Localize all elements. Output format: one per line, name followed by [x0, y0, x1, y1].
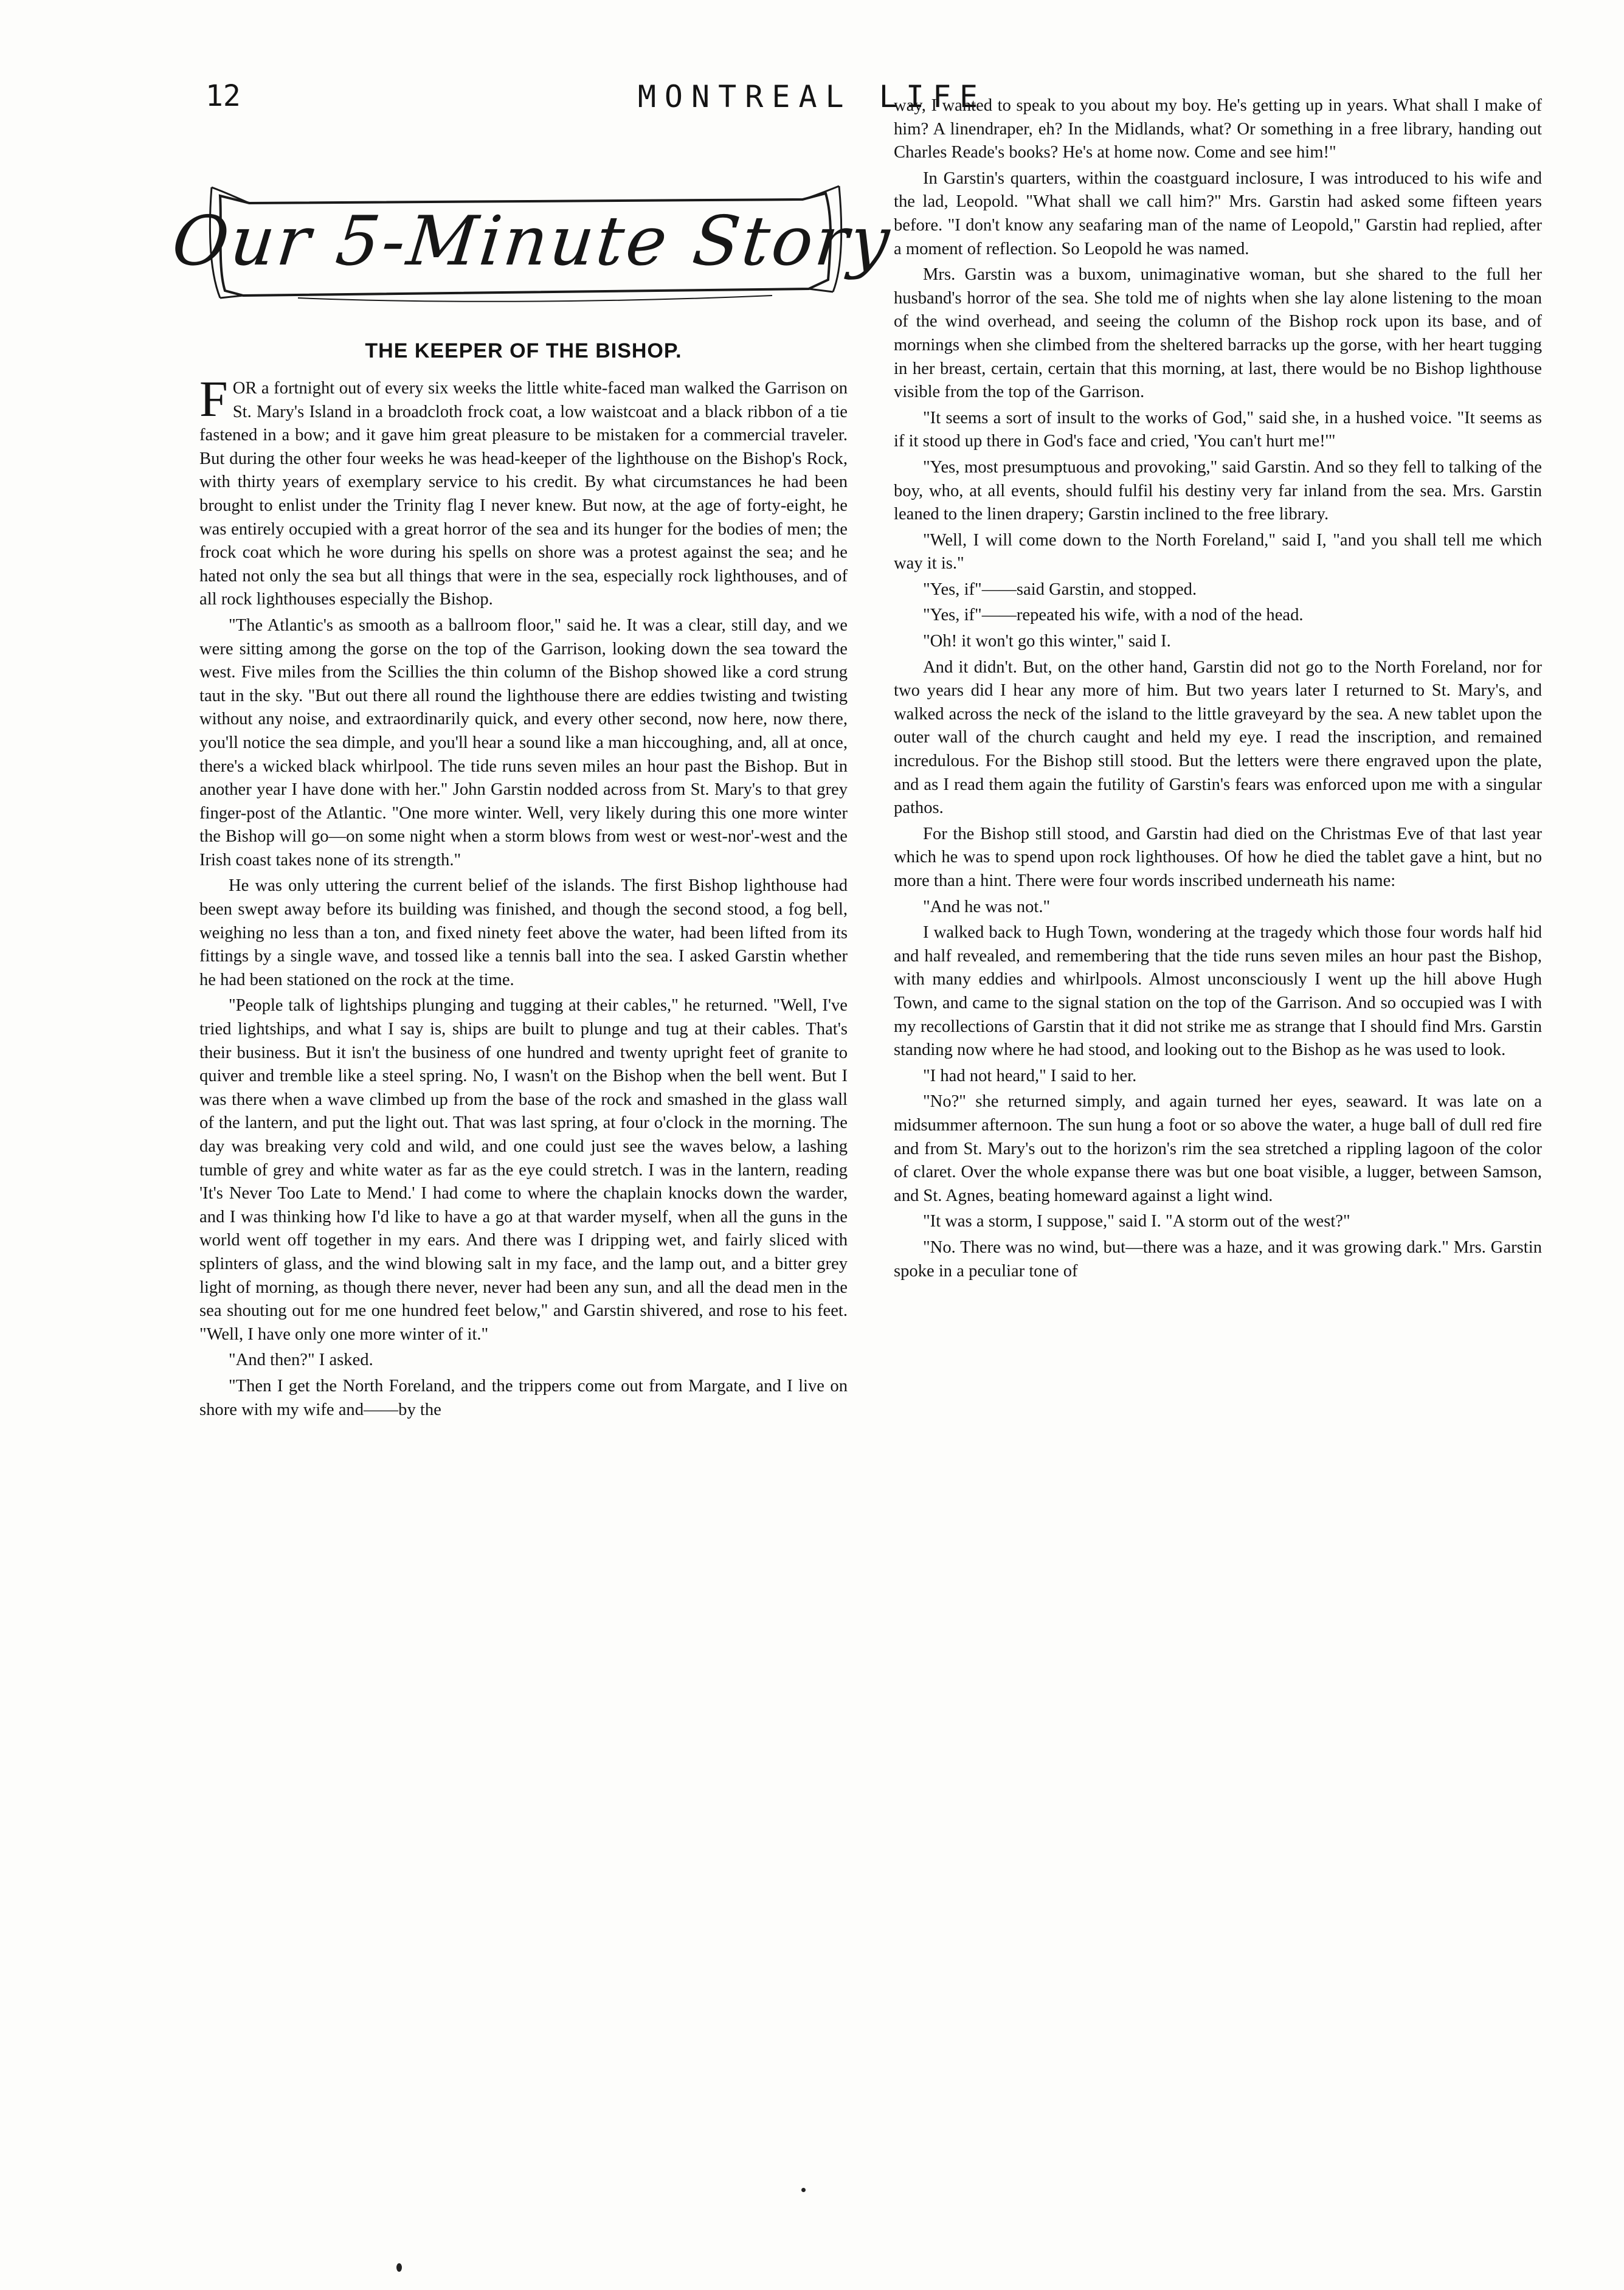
running-head: MONTREAL LIFE — [637, 79, 987, 114]
paragraph: In Garstin's quarters, within the coastguard inclosure, I was introduced to his wife and the lad, Leopold. "What shall we call him?" Mrs. Garstin had asked some fifteen years before. "I don't know any seafaring man of the name of Leopold," Garstin had replied, after a moment of reflection. So Leopold he was named. — [894, 168, 1542, 258]
right-column — [894, 94, 1542, 1285]
story-title: THE KEEPER OF THE BISHOP. — [365, 339, 682, 362]
page-number: 12 — [206, 79, 241, 113]
paragraph: Mrs. Garstin was a buxom, unimaginative woman, but she shared to the full her husband's horror of the sea. She told me of nights when she lay alone listening to the moan of the wind overhead, and seeing the column of the Bishop rock upon its base, and of mornings when she climbed from the sheltered barracks up the gorse, with her heart tugging in her breast, certain, certain that this morning, at last, there would be no Bishop lighthouse visible from the top of the Garrison. — [894, 265, 1542, 402]
paragraph: "I had not heard," I said to her. — [923, 1066, 1137, 1085]
paragraph: "Then I get the North Foreland, and the trippers come out from Margate, and I live on shore with my wife and——by the — [199, 1376, 848, 1419]
paragraph: And it didn't. But, on the other hand, Garstin did not go to the North Foreland, nor for two years did I hear any more of him. But two years later I returned to St. Mary's, and walked across the neck of the island to the little graveyard by the sea. A new tablet upon the outer wall of the church caught and held my eye. I read the inscription, and remained incredulous. For the Bishop still stood. But the letters were there engraved upon the plate, and as I read them again the futility of Garstin's fears was enforced upon me with a singular pathos. — [894, 657, 1542, 818]
print-speck — [396, 2263, 402, 2272]
paragraph: way, I wanted to speak to you about my boy. He's getting up in years. What shall I make of him? A linendraper, eh? In the Midlands, what? Or something in a free library, handing out Charles Reade's books? He's at home now. Come and see him!" — [894, 96, 1542, 162]
paragraph: "Oh! it won't go this winter," said I. — [923, 632, 1171, 651]
paragraph: "Yes, if"——repeated his wife, with a nod of the head. — [923, 606, 1304, 625]
print-speck — [801, 2188, 806, 2192]
paragraph: "It seems a sort of insult to the works of God," said she, in a hushed voice. "It seems as if it stood up there in God's face and cried, 'You can't hurt me!'" — [894, 408, 1542, 451]
paragraph: "Well, I will come down to the North Foreland," said I, "and you shall tell me which way it is." — [894, 530, 1542, 573]
paragraph: "People talk of lightships plunging and tugging at their cables," he returned. "Well, I've tried lightships, and what I say is, ships are built to plunge and tug at their cables. That's their business. But it isn't the business of one hundred and twenty upright feet of granite to quiver and tremble like a steel spring. No, I wasn't on the Bishop when the bell went. But I was there when a wave climbed up from the base of the rock and smashed in the glass wall of the lantern, and put the light out. That was last spring, at four o'clock in the morning. The day was breaking very cold and wild, and one could just see the waves below, a lashing tumble of grey and white water as far as the eye could stretch. I was in the lantern, reading 'It's Never Too Late to Mend.' I had come to where the chaplain knocks down the warder, and I was thinking how I'd like to have a go at that warder myself, when all the guns in the world went off together in my ears. And there was I dripping wet, and fairly sliced with splinters of glass, and the wind blowing salt in my face, and the lamp out, and a bitter grey light of morning, as though there never, never had been any sun, and all the dead men in the sea shouting out for me one hundred feet below," and Garstin shivered, and rose to his feet. "Well, I have only one more winter of it." — [199, 996, 848, 1344]
drop-cap: F — [199, 371, 228, 427]
left-column — [199, 371, 848, 1424]
paragraph: "Yes, if"——said Garstin, and stopped. — [923, 579, 1197, 599]
paragraph: "And then?" I asked. — [229, 1351, 373, 1370]
paragraph: "It was a storm, I suppose," said I. "A storm out of the west?" — [923, 1212, 1350, 1231]
paragraph: FOR a fortnight out of every six weeks the little white-faced man walked the Garrison on St. Mary's Island in a broadcloth frock coat, a low waistcoat and a black ribbon of a tie fastened in a bow; and it gave him great pleasure to be mistaken for a commercial traveler. But during the other four weeks he was head-keeper of the lighthouse on the Bishop's Rock, with thirty years of exemplary service to his credit. By what circumstances he had been brought to enlist under the Trinity flag I never knew. But now, at the age of forty-eight, he was entirely occupied with a great horror of the sea and its hunger for the bodies of men; the frock coat which he wore during his spells on shore was a protest against the sea; and he hated not only the sea but all things that were in the sea, especially rock lighthouses, and of all rock lighthouses especially the Bishop. — [199, 371, 848, 609]
paragraph: "The Atlantic's as smooth as a ballroom floor," said he. It was a clear, still day, and we were sitting among the gorse on the top of the Garrison, looking down the sea toward the west. Five miles from the Scillies the thin column of the Bishop showed like a cord strung taut in the sky. "But out there all round the lighthouse there are eddies twisting and twisting without any noise, and extraordinarily quick, and every other second, now here, now there, you'll notice the sea dimple, and you'll hear a sound like a man hiccoughing, and, all at once, there's a wicked black whirlpool. The tide runs seven miles an hour past the Bishop. But in another year I have done with her." John Garstin nodded across from St. Mary's to that grey finger-post of the Atlantic. "One more winter. Well, very likely during this one more winter the Bishop will go—on some night when a storm blows from west or west-nor'-west and the Irish coast takes none of its strength." — [199, 615, 848, 870]
banner-title: Our 5-Minute Story — [168, 202, 896, 281]
paragraph: "No?" she returned simply, and again turned her eyes, seaward. It was late on a midsummer afternoon. The sun hung a foot or so above the water, a huge ball of dull red fire and from St. Mary's out to the horizon's rim the sea stretched a rippling lagoon of the color of claret. Over the whole expanse there was but one boat visible, a lugger, between Samson, and St. Agnes, beating homeward against a light wind. — [894, 1092, 1542, 1205]
paragraph: "And he was not." — [923, 897, 1051, 916]
paragraph: I walked back to Hugh Town, wondering at the tragedy which those four words half hid and half revealed, and remembering that the tide runs seven miles an hour past the Bishop, with many eddies and whirlpools. Almost unconsciously I went up the hill above Hugh Town, and came to the signal station on the top of the Garrison. And so occupied was I with my recollections of Garstin that it did not strike me as strange that I should find Mrs. Garstin standing now where he had stood, and looking out to the Bishop as he was used to look. — [894, 923, 1542, 1060]
paragraph: He was only uttering the current belief of the islands. The first Bishop lighthouse had been swept away before its building was finished, and though the second stood, a fog bell, weighing no less than a ton, and fixed ninety feet above the water, had been lifted from its fittings by a single wave, and tossed like a tennis ball into the sea. I asked Garstin whether he had been stationed on the rock at the time. — [199, 876, 848, 989]
story-banner — [168, 182, 896, 304]
paragraph: For the Bishop still stood, and Garstin had died on the Christmas Eve of that last year which he was to spend upon rock lighthouses. Of how he died the tablet gave a hint, but no more than a hint. There were four words inscribed underneath his name: — [894, 824, 1542, 890]
paragraph: "Yes, most presumptuous and provoking," said Garstin. And so they fell to talking of the boy, who, at all events, should fulfil his destiny very far inland from the sea. Mrs. Garstin leaned to the linen drapery; Garstin inclined to the free library. — [894, 457, 1542, 524]
paragraph: "No. There was no wind, but—there was a haze, and it was growing dark." Mrs. Garstin spoke in a peculiar tone of — [894, 1237, 1542, 1281]
